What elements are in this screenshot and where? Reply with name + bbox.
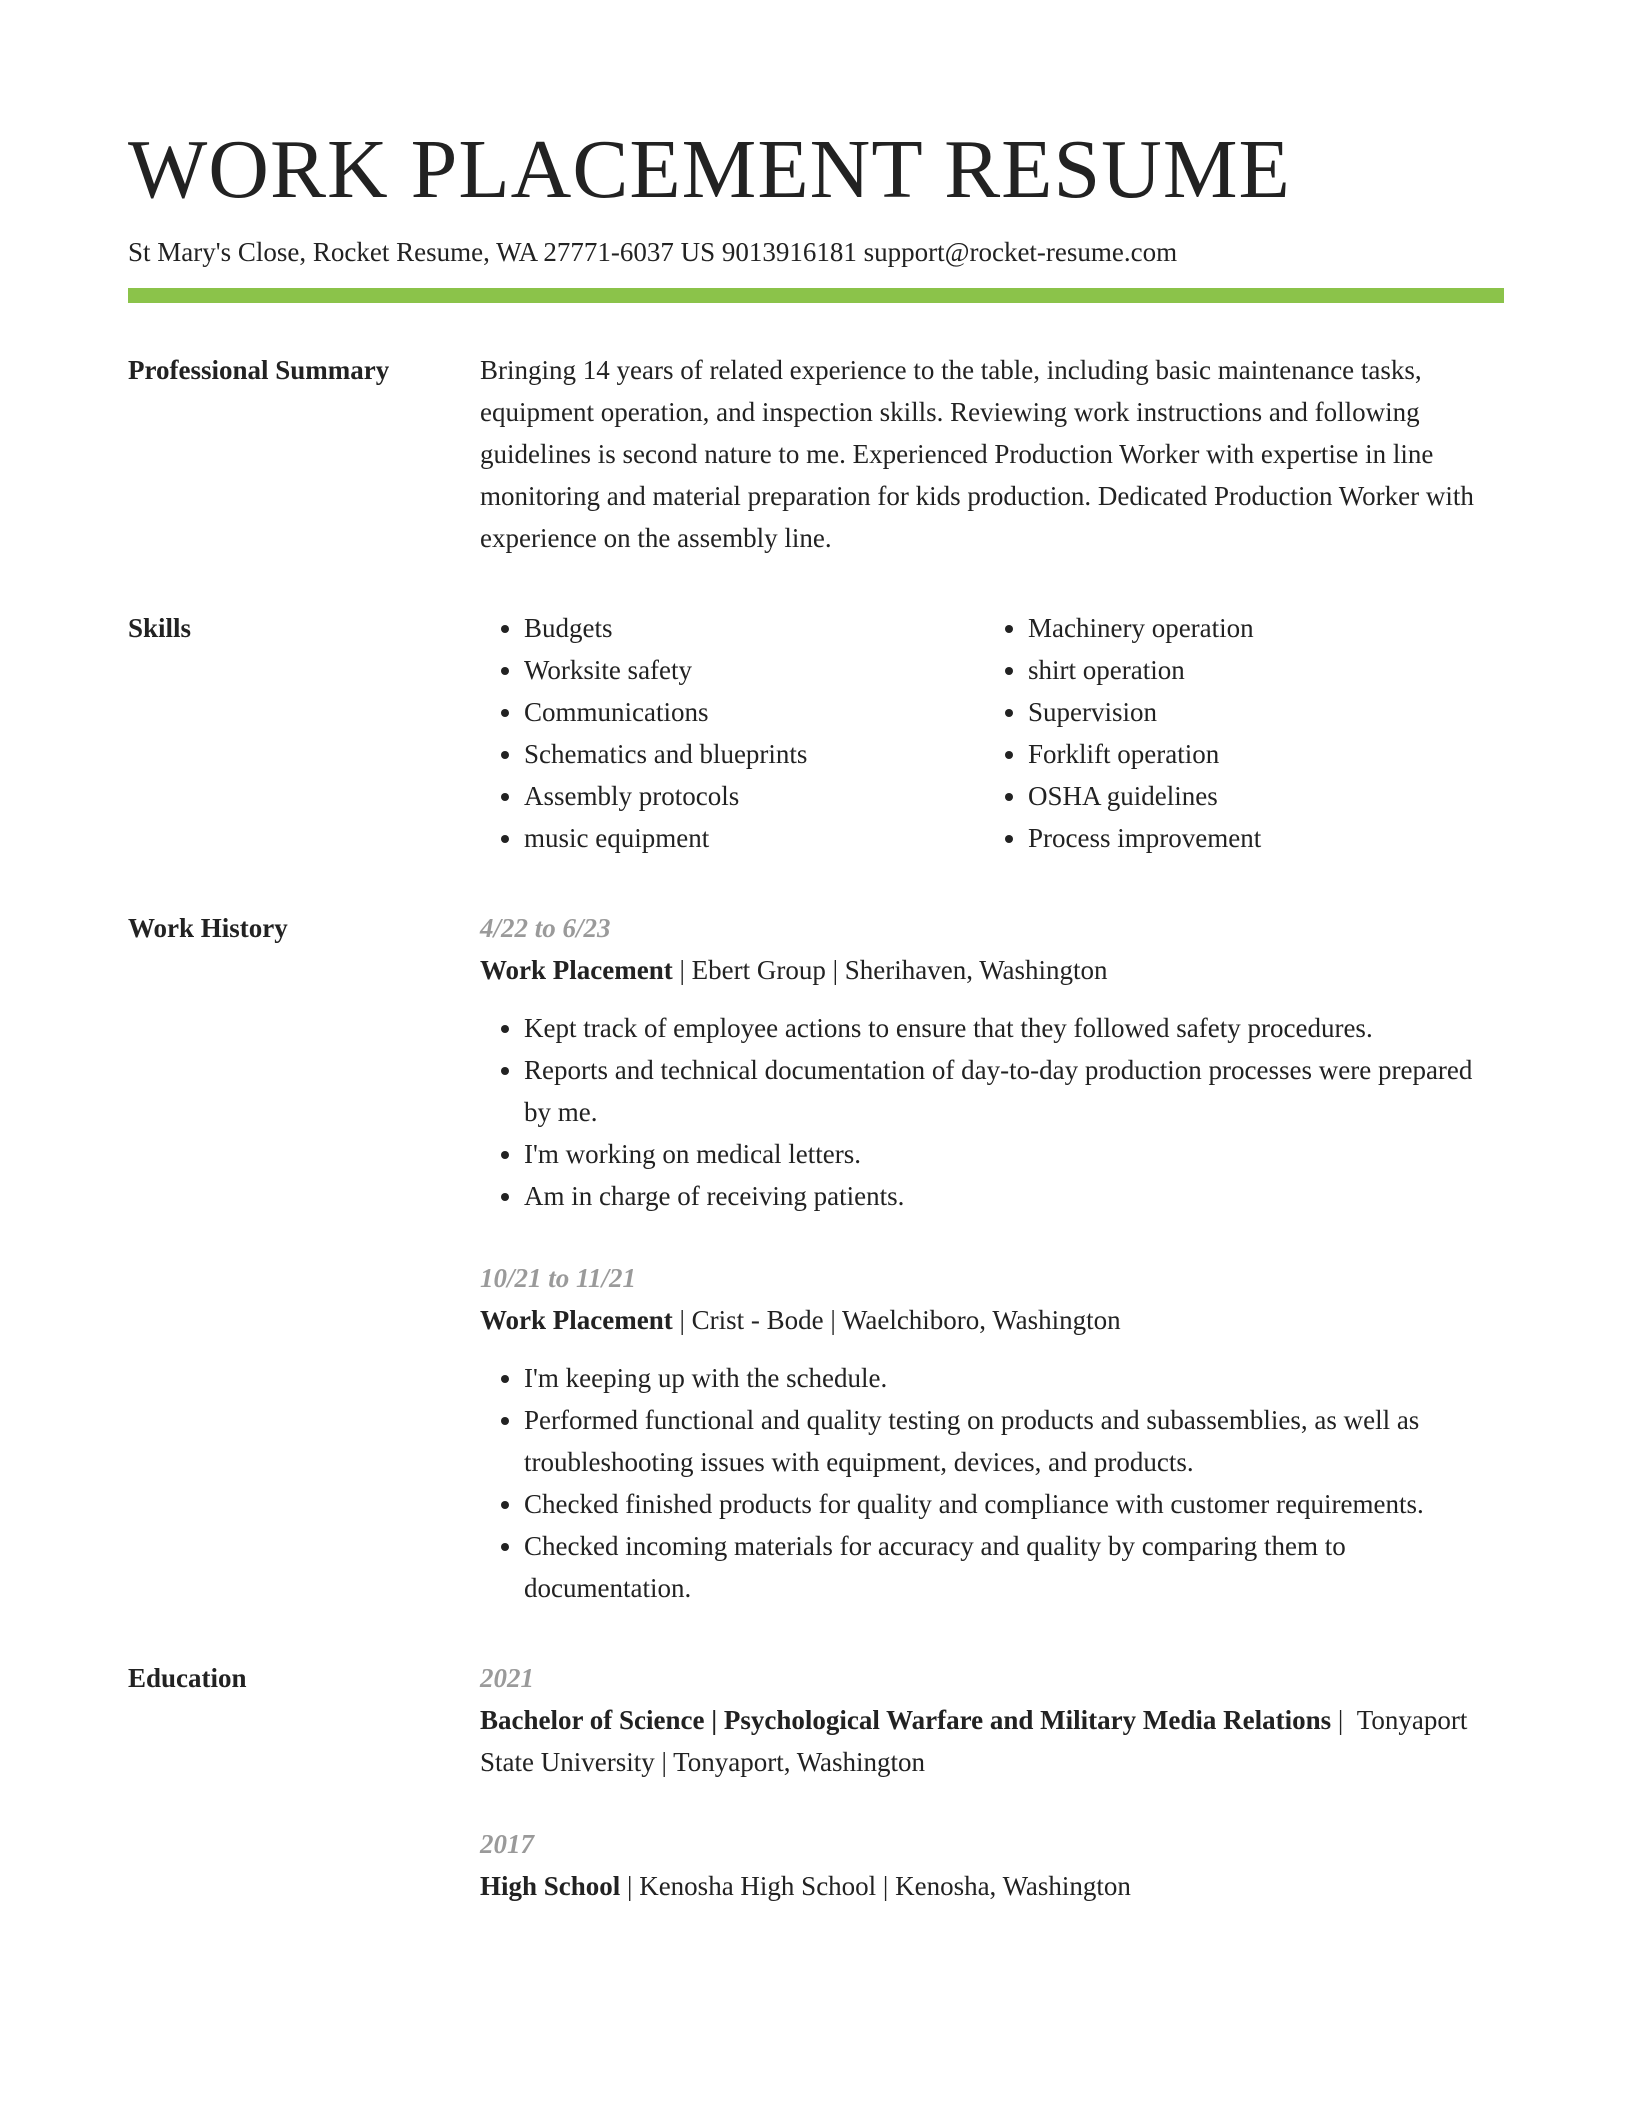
education-degree: High School [480, 1871, 621, 1901]
skill-item: • shirt operation [1028, 649, 1488, 691]
skill-item: • Worksite safety [524, 649, 984, 691]
education-year: 2017 [480, 1829, 534, 1859]
education-details: | Kenosha High School | Kenosha, Washington [620, 1871, 1131, 1901]
work-history-section [128, 907, 1504, 1609]
job-bullet: • I'm working on medical letters. [524, 1133, 1504, 1175]
job-details: | Ebert Group | Sherihaven, Washington [672, 955, 1108, 985]
job-title: Work Placement [480, 955, 673, 985]
education-details: | Tonyaport State University | Tonyaport, Washington [480, 1705, 1468, 1777]
skills-list-left [480, 607, 984, 859]
education-entry [480, 1823, 1504, 1907]
education-entry [480, 1657, 1504, 1783]
education-heading [480, 1699, 1504, 1783]
skills-label: Skills [128, 613, 192, 643]
skill-item: • Forklift operation [1028, 733, 1488, 775]
header-divider [128, 288, 1504, 303]
job-bullet: • Am in charge of receiving patients. [524, 1175, 1504, 1217]
skills-list-right [984, 607, 1488, 859]
skill-item: • Supervision [1028, 691, 1488, 733]
job-bullet: • Checked incoming materials for accuracy and quality by comparing them to documentation. [524, 1525, 1504, 1609]
job-heading [480, 1299, 1504, 1341]
education-section [128, 1657, 1504, 1907]
summary-label: Professional Summary [128, 355, 390, 385]
skills-section [128, 607, 1504, 859]
job-entry [480, 907, 1504, 1217]
skill-item: • Process improvement [1028, 817, 1488, 859]
skill-item: • Communications [524, 691, 984, 733]
education-heading [480, 1865, 1504, 1907]
education-label: Education [128, 1663, 247, 1693]
education-degree: Bachelor of Science | Psychological Warfare and Military Media Relations [480, 1705, 1332, 1735]
resume-title: WORK PLACEMENT RESUME [128, 123, 1291, 216]
skill-item: • Schematics and blueprints [524, 733, 984, 775]
skill-item: • Budgets [524, 607, 984, 649]
skill-item: • Machinery operation [1028, 607, 1488, 649]
job-bullets [480, 1007, 1504, 1217]
job-details: | Crist - Bode | Waelchiboro, Washington [672, 1305, 1121, 1335]
skill-item: • music equipment [524, 817, 984, 859]
job-title: Work Placement [480, 1305, 673, 1335]
work-history-label: Work History [128, 913, 288, 943]
contact-info: St Mary's Close, Rocket Resume, WA 27771-6037 US 9013916181 support@rocket-resume.com [128, 237, 1178, 267]
job-entry [480, 1257, 1504, 1609]
job-bullets [480, 1357, 1504, 1609]
skill-item: • OSHA guidelines [1028, 775, 1488, 817]
summary-section [128, 349, 1504, 559]
summary-text: Bringing 14 years of related experience to the table, including basic maintenance tasks, equipment operation, and inspection skills. Reviewing work instructions and following guidelines is second nature to me. Experienced Production Worker with expertise in line monitoring and material preparation for kids production. Dedicated Production Worker with experience on the assembly line. [480, 355, 1474, 553]
job-dates: 4/22 to 6/23 [480, 913, 611, 943]
job-bullet: • Performed functional and quality testing on products and subassemblies, as well as troubleshooting issues with equipment, devices, and products. [524, 1399, 1504, 1483]
education-year: 2021 [480, 1663, 534, 1693]
skill-item: • Assembly protocols [524, 775, 984, 817]
job-bullet: • I'm keeping up with the schedule. [524, 1357, 1504, 1399]
job-dates: 10/21 to 11/21 [480, 1263, 637, 1293]
job-bullet: • Kept track of employee actions to ensure that they followed safety procedures. [524, 1007, 1504, 1049]
job-bullet: • Checked finished products for quality and compliance with customer requirements. [524, 1483, 1504, 1525]
resume-page [128, 120, 1504, 1907]
job-heading [480, 949, 1504, 991]
job-bullet: • Reports and technical documentation of day-to-day production processes were prepared by me. [524, 1049, 1504, 1133]
